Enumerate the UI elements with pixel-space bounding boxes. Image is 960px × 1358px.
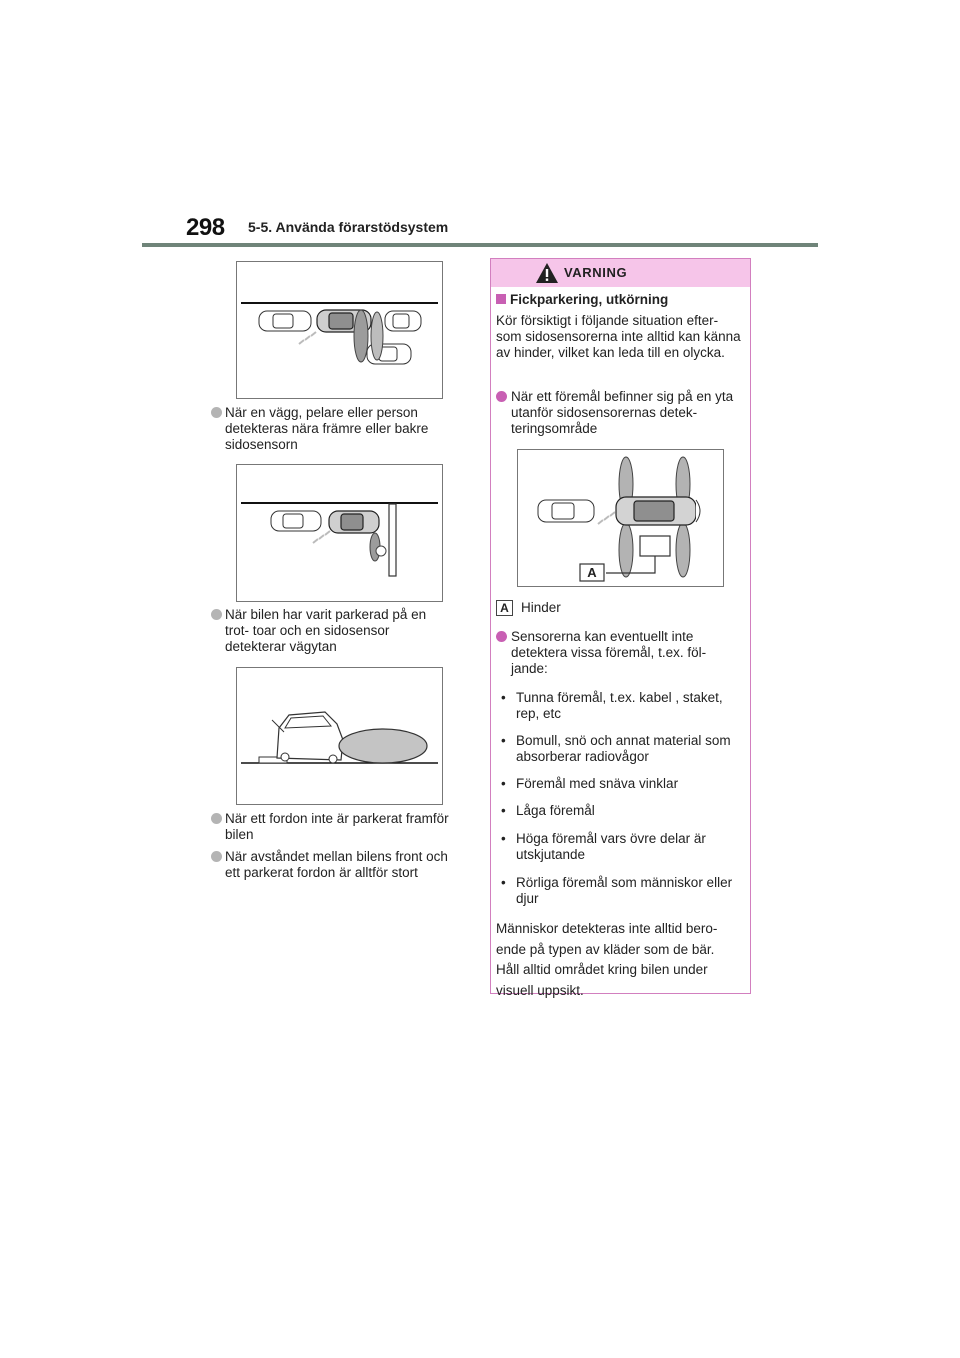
figure-road-surface (236, 667, 443, 805)
list-item: • Låga föremål (501, 803, 595, 818)
figure-curb-detection (236, 464, 443, 602)
pillar-detection-illustration (237, 262, 442, 398)
warning-title: VARNING (564, 265, 628, 280)
bullet-dot (496, 631, 507, 642)
warning-closing-clothing: Människor detekteras inte alltid bero- ende på typen av kläder som de bär. (496, 921, 718, 957)
bullet-distance-too-large: När avståndet mellan bilens front och ett parkerat fordon är alltför stort (211, 849, 456, 881)
warning-subheading: Fickparkering, utkörning (496, 292, 668, 307)
curb-detection-illustration (237, 465, 442, 601)
legend-label-a: A (496, 600, 513, 616)
road-surface-illustration (237, 668, 442, 804)
bullet-vehicle-not-parked: När ett fordon inte är parkerat framför bilen (211, 811, 451, 843)
warning-closing-visual: Håll alltid området kring bilen under visuell uppsikt. (496, 962, 708, 998)
pocket-parking-illustration (518, 450, 723, 586)
list-item: • Tunna föremål, t.ex. kabel , staket, rep, etc (501, 690, 723, 721)
header-divider (142, 243, 818, 247)
figure-pocket-parking (517, 449, 724, 587)
warning-bullet-outside-area: När ett föremål befinner sig på en yta utanför sidosensorernas detek- teringsområde (496, 389, 744, 437)
list-item: • Bomull, snö och annat material som absorberar radiovågor (501, 733, 731, 764)
page-header (186, 214, 818, 246)
warning-triangle-icon (535, 262, 559, 284)
section-square-icon (496, 294, 506, 304)
bullet-pillar: När en vägg, pelare eller person detekteras nära främre eller bakre sidosensorn (211, 405, 451, 453)
warning-box (490, 258, 751, 998)
list-item: • Föremål med snäva vinklar (501, 776, 679, 791)
warning-header (491, 259, 750, 287)
bullet-dot (211, 407, 222, 418)
legend-text: Hinder (521, 600, 561, 615)
figure-pillar-detection (236, 261, 443, 399)
legend-row (496, 599, 561, 617)
bullet-dot (211, 851, 222, 862)
list-item: • Höga föremål vars övre delar är utskjutande (501, 831, 706, 862)
bullet-dot (211, 813, 222, 824)
warning-intro: Kör försiktigt i följande situation efter- som sidosensorerna inte alltid kan känna av hinder, vilket kan leda till en olycka. (496, 313, 741, 360)
bullet-dot (211, 609, 222, 620)
warning-bullet-sensors: Sensorerna kan eventuellt inte detektera vissa föremål, t.ex. föl- jande: (496, 629, 744, 677)
list-item: • Rörliga föremål som människor eller djur (501, 875, 733, 906)
section-title: 5-5. Använda förarstödsystem (248, 219, 449, 235)
bullet-curb: När bilen har varit parkerad på en trot- toar och en sidosensor detekterar vägytan (211, 607, 451, 655)
bullet-dot (496, 391, 507, 402)
page-number: 298 (186, 214, 225, 241)
callout-label-a: A (587, 565, 597, 580)
